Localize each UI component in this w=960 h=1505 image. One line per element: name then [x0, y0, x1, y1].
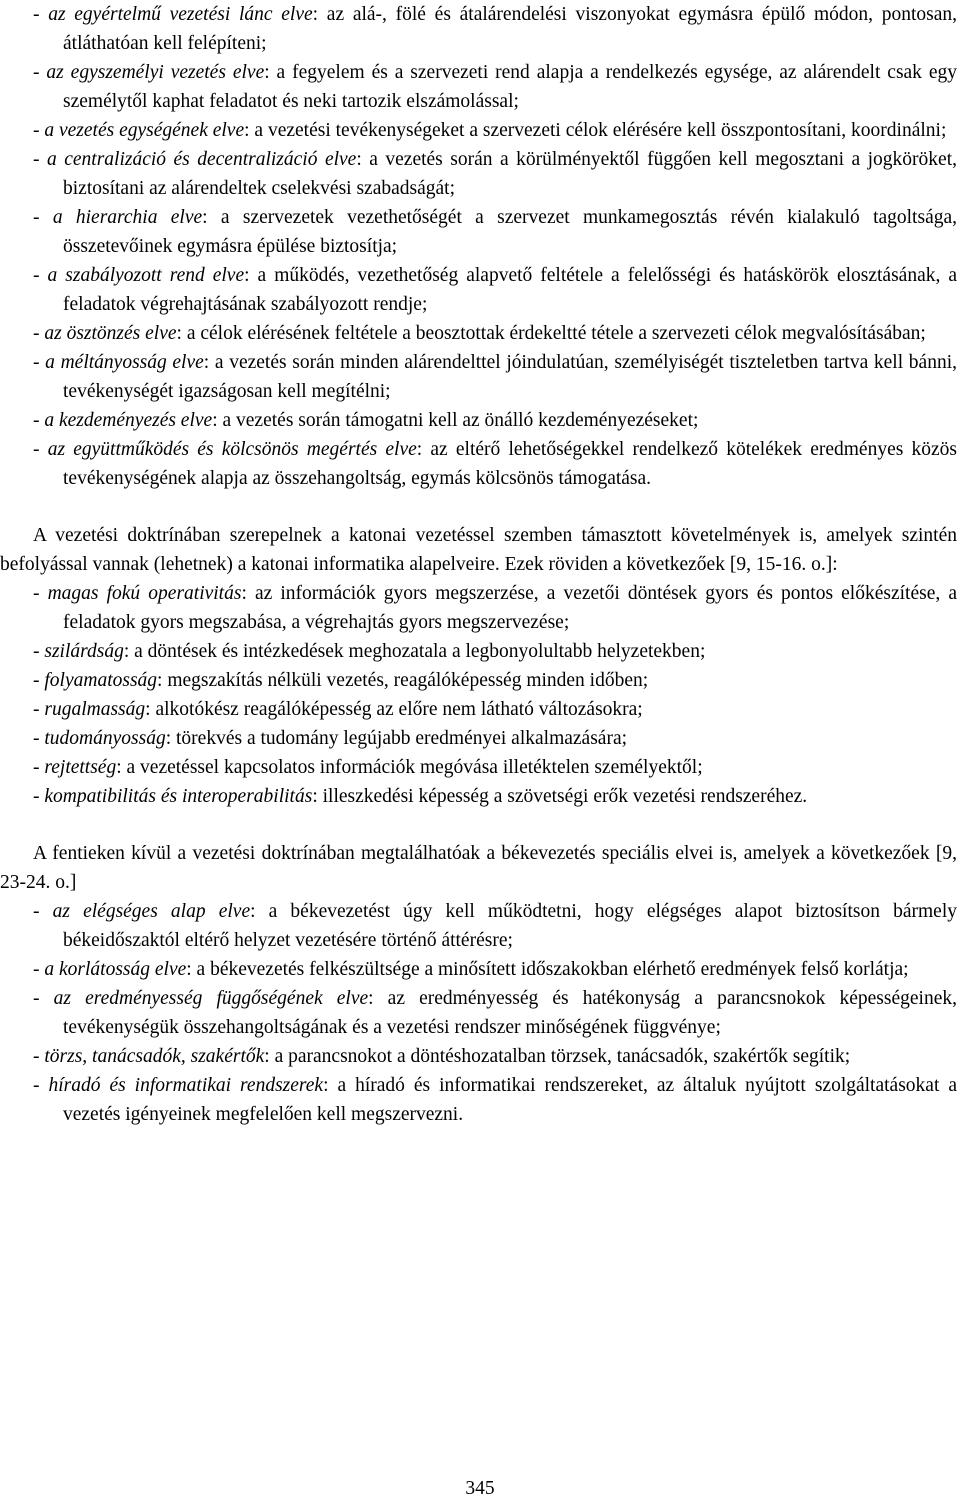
list-item: - a korlátosság elve: a békevezetés felkészültsége a minősített időszakokban elérhető eredmények felső korlátja; [33, 959, 909, 980]
principle-term: a centralizáció és decentralizáció elve [46, 149, 357, 170]
paragraph-peace-principles: A fentieken kívül a vezetési doktrínában megtalálhatóak a békevezetés speciális elvei is, amelyek a következőek [9, 23-24. o.] [0, 843, 957, 893]
requirement-term: rejtettség [44, 757, 117, 778]
requirement-term: folyamatosság [44, 670, 158, 691]
paragraph-requirements: A vezetési doktrínában szerepelnek a katonai vezetéssel szemben támasztott követelmények is, amelyek szintén befolyással vannak (lehetnek) a katonai informatika alapelveire. Ezek röviden a következőek [9, 15-16. o.]: [0, 525, 957, 575]
requirements-list [33, 579, 957, 811]
principle-text: : a működés, vezethetőség alapvető feltétele a felelősségi és hatáskörök elosztásának, a feladatok végrehajtásának szabályozott rendje; [63, 265, 958, 315]
peace-principle-text: : az eredményesség és hatékonyság a parancsnokok képességeinek, tevékenységük összehangoltságának és a vezetési rendszer minőségének függvénye; [63, 988, 957, 1038]
list-item: - az eredményesség függőségének elve: az eredményesség és hatékonyság a parancsnokok képességeinek, tevékenységük összehangoltságának és a vezetési rendszer minőségének függvénye; [33, 988, 957, 1038]
peace-principle-term: az elégséges alap elve [52, 901, 251, 922]
list-item: - tudományosság: törekvés a tudomány legújabb eredményei alkalmazására; [33, 728, 628, 749]
list-item: - a centralizáció és decentralizáció elve: a vezetés során a körülményektől függően kell megosztani a jogköröket, biztosítani az alárendeltek cselekvési szabadságát; [33, 149, 957, 199]
requirement-term: tudományosság [44, 728, 166, 749]
peace-principle-text: : a békevezetést úgy kell működtetni, hogy elégséges alapot biztosítson bármely békeidőszaktól eltérő helyzet vezetésére történő áttérésre; [63, 901, 957, 951]
principle-text: : a szervezetek vezethetőségét a szervezet munkamegosztás révén kialakuló tagoltsága, összetevőinek egymásra épülése biztosítja; [63, 207, 958, 257]
list-item: - magas fokú operativitás: az információk gyors megszerzése, a vezetői döntések gyors és pontos előkészítése, a feladatok gyors megszabása, a végrehajtás gyors megszervezése; [33, 583, 957, 633]
principle-term: a méltányosság elve [45, 352, 204, 373]
principles-list [33, 0, 957, 493]
peace-principle-term: törzs, tanácsadók, szakértők [44, 1046, 265, 1067]
list-item: - rejtettség: a vezetéssel kapcsolatos információk megóvása illetéktelen személyektől; [33, 757, 703, 778]
list-item: - szilárdság: a döntések és intézkedések meghozatala a legbonyolultabb helyzetekben; [33, 641, 706, 662]
principle-term: az egyszemélyi vezetés elve [46, 62, 265, 83]
principle-text: : a fegyelem és a szervezeti rend alapja a rendelkezés egysége, az alárendelt csak egy személytől kaphat feladatot és neki tartozik elszámolással; [63, 62, 958, 112]
list-item: - kompatibilitás és interoperabilitás: illeszkedési képesség a szövetségi erők vezetési rendszeréhez. [33, 786, 808, 807]
principle-text: : a vezetés során minden alárendelttel jóindulatúan, személyiségét tiszteletben tartva kell bánni, tevékenységét igazságosan kell megítélni; [63, 352, 958, 402]
principle-term: az ösztönzés elve [44, 323, 177, 344]
list-item: - törzs, tanácsadók, szakértők: a parancsnokot a döntéshozatalban törzsek, tanácsadók, szakértők segítik; [33, 1046, 851, 1067]
list-item: - az egyértelmű vezetési lánc elve: az alá-, fölé és átalárendelési viszonyokat egymásra épülő módon, pontosan, átláthatóan kell felépíteni; [33, 4, 958, 54]
principle-term: a hierarchia elve [52, 207, 203, 228]
principle-text: : a vezetés során a körülményektől függően kell megosztani a jogköröket, biztosítani az alárendeltek cselekvési szabadságát; [63, 149, 957, 199]
requirement-text: : illeszkedési képesség a szövetségi erők vezetési rendszeréhez. [312, 786, 808, 807]
peace-principle-text: : a híradó és informatikai rendszereket, az általuk nyújtott szolgáltatásokat a vezetés igényeinek megfelelően kell megszervezni. [63, 1075, 957, 1125]
peace-principle-term: az eredményesség függőségének elve [53, 988, 369, 1009]
list-item: - híradó és informatikai rendszerek: a híradó és informatikai rendszereket, az általuk nyújtott szolgáltatásokat a vezetés igényeinek megfelelően kell megszervezni. [33, 1075, 957, 1125]
requirement-term: rugalmasság [44, 699, 146, 720]
requirement-text: : az információk gyors megszerzése, a vezetői döntések gyors és pontos előkészítése, a feladatok gyors megszabása, a végrehajtás gyors megszervezése; [63, 583, 957, 633]
list-item: - a kezdeményezés elve: a vezetés során támogatni kell az önálló kezdeményezéseket; [33, 410, 699, 431]
principle-term: az egyértelmű vezetési lánc elve [48, 4, 313, 25]
principle-term: a kezdeményezés elve [44, 410, 213, 431]
list-item: - az elégséges alap elve: a békevezetést úgy kell működtetni, hogy elégséges alapot biztosítson bármely békeidőszaktól eltérő helyzet vezetésére történő áttérésre; [33, 901, 957, 951]
list-item: - az ösztönzés elve: a célok elérésének feltétele a beosztottak érdekeltté tétele a szervezeti célok megvalósításában; [33, 323, 926, 344]
peace-principle-text: : a békevezetés felkészültsége a minősített időszakokban elérhető eredmények felső korlátja; [186, 959, 909, 980]
list-item: - az együttműködés és kölcsönös megértés elve: az eltérő lehetőségekkel rendelkező kötelékek eredményes közös tevékenységének alapja az összehangoltság, egymás kölcsönös támogatása. [33, 439, 957, 489]
peace-principle-term: a korlátosság elve [44, 959, 187, 980]
peace-principle-text: : a parancsnokot a döntéshozatalban törzsek, tanácsadók, szakértők segítik; [264, 1046, 851, 1067]
requirement-term: magas fokú operativitás [47, 583, 242, 604]
requirement-text: : törekvés a tudomány legújabb eredményei alkalmazására; [165, 728, 628, 749]
list-item: - az egyszemélyi vezetés elve: a fegyelem és a szervezeti rend alapja a rendelkezés egysége, az alárendelt csak egy személytől kaphat feladatot és neki tartozik elszámolással; [33, 62, 958, 112]
principle-term: a szabályozott rend elve [47, 265, 245, 286]
requirement-term: szilárdság [44, 641, 124, 662]
list-item: - a vezetés egységének elve: a vezetési tevékenységeket a szervezeti célok elérésére kell összpontosítani, koordinálni; [33, 120, 947, 141]
requirement-text: : megszakítás nélküli vezetés, reagálóképesség minden időben; [157, 670, 649, 691]
requirement-term: kompatibilitás és interoperabilitás [44, 786, 313, 807]
list-item: - folyamatosság: megszakítás nélküli vezetés, reagálóképesség minden időben; [33, 670, 649, 691]
list-item: - a szabályozott rend elve: a működés, vezethetőség alapvető feltétele a felelősségi és hatáskörök elosztásának, a feladatok végrehajtásának szabályozott rendje; [33, 265, 958, 315]
principle-term: a vezetés egységének elve [44, 120, 245, 141]
list-item: - a hierarchia elve: a szervezetek vezethetőségét a szervezet munkamegosztás révén kialakuló tagoltsága, összetevőinek egymásra épülése biztosítja; [33, 207, 958, 257]
requirement-text: : a döntések és intézkedések meghozatala a legbonyolultabb helyzetekben; [123, 641, 706, 662]
principle-text: : a vezetés során támogatni kell az önálló kezdeményezéseket; [212, 410, 699, 431]
principle-term: az együttműködés és kölcsönös megértés elve [47, 439, 417, 460]
peace-principle-term: híradó és informatikai rendszerek [48, 1075, 324, 1096]
list-item: - rugalmasság: alkotókész reagálóképesség az előre nem látható változásokra; [33, 699, 643, 720]
principle-text: : az alá-, fölé és átalárendelési viszonyokat egymásra épülő módon, pontosan, átláthatóan kell felépíteni; [63, 4, 958, 54]
page-number: 345 [465, 1478, 495, 1499]
peace-principles-list [33, 897, 957, 1129]
requirement-text: : a vezetéssel kapcsolatos információk megóvása illetéktelen személyektől; [116, 757, 703, 778]
principle-text: : a célok elérésének feltétele a beosztottak érdekeltté tétele a szervezeti célok megvalósításában; [176, 323, 926, 344]
requirement-text: : alkotókész reagálóképesség az előre nem látható változásokra; [145, 699, 643, 720]
list-item: - a méltányosság elve: a vezetés során minden alárendelttel jóindulatúan, személyiségét tiszteletben tartva kell bánni, tevékenységét igazságosan kell megítélni; [33, 352, 958, 402]
principle-text: : a vezetési tevékenységeket a szervezeti célok elérésére kell összpontosítani, koordinálni; [244, 120, 947, 141]
principle-text: : az eltérő lehetőségekkel rendelkező kötelékek eredményes közös tevékenységének alapja az összehangoltság, egymás kölcsönös támogatása. [63, 439, 957, 489]
